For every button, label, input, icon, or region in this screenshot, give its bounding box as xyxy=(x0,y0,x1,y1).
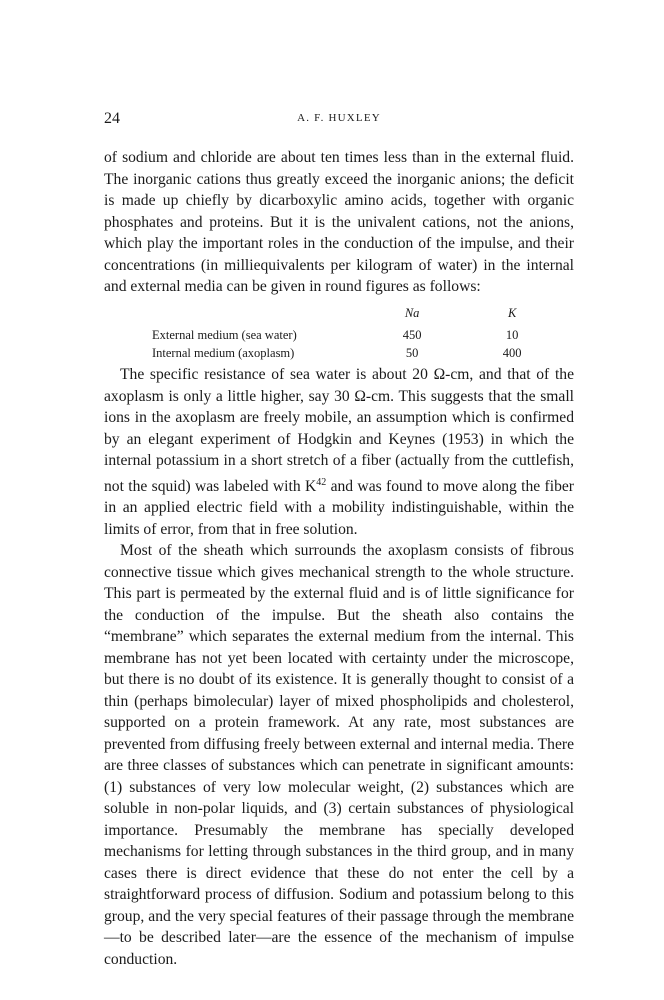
table-cell-k: 10 xyxy=(505,327,519,342)
table-header-k: K xyxy=(508,305,517,320)
table-cell-na: 50 xyxy=(405,345,419,360)
body-continuation xyxy=(104,364,574,970)
paragraph-2 xyxy=(104,364,574,540)
paragraph-2-text-a: The specific resistance of sea water is about 20 Ω-cm, and that of the axoplasm is only a little higher, say 30 Ω-cm. This suggests that the small ions in the axoplasm are freely mobile, an assumption which is confirmed by an elegant experiment of Hodgkin and Keynes (1953) in which the internal potassium in a short stretch of a fiber (actually from the cuttlefish, not the squid) was labeled with K xyxy=(104,366,574,495)
paragraph-2-text-b: and was found to move along the fiber in an applied electric field with a mobility indistinguishable, within the limits of error, from that in free solution. xyxy=(104,477,574,538)
paragraph-1-text: of sodium and chloride are about ten times less than in the external fluid. The inorganic cations thus greatly exceed the inorganic anions; the deficit is made up chiefly by dicarboxylic amino acids, together with organic phosphates and proteins. But it is the univalent cations, not the anions, which play the important roles in the conduction of the impulse, and their concentrations (in milliequivalents per kilogram of water) in the internal and external media can be given in round figures as follows: xyxy=(104,149,574,295)
table-row-label: Internal medium (axoplasm) xyxy=(152,345,295,360)
paragraph-3: Most of the sheath which surrounds the axoplasm consists of fibrous connective tissue which gives mechanical strength to the whole structure. This part is permeated by the external fluid and is of little significance for the conduction of the impulse. But the sheath also contains the “membrane” which separates the external medium from the internal. This membrane has not yet been located with certainty under the microscope, but there is no doubt of its existence. It is generally thought to consist of a thin (perhaps bimolecular) layer of mixed phospholipids and cholesterol, supported on a protein framework. At any rate, most substances are prevented from diffusing freely between external and internal media. There are three classes of substances which can penetrate in significant amounts: (1) substances of very low molecular weight, (2) substances which are soluble in non-polar liquids, and (3) certain substances of physiological importance. Presumably the membrane has specially developed mechanisms for letting through substances in the third group, and in many cases there is direct evidence that these do not enter the cell by a straightforward process of diffusion. Sodium and potassium belong to this group, and the very special features of their passage through the membrane—to be described later—are the essence of the mechanism of impulse conduction. xyxy=(104,542,574,968)
ion-concentration-table xyxy=(104,304,574,362)
table-row-label: External medium (sea water) xyxy=(152,327,297,342)
table-row xyxy=(152,326,574,344)
isotope-superscript: 42 xyxy=(316,476,327,488)
table-row xyxy=(152,344,574,362)
table-header-row xyxy=(152,304,574,326)
table-cell-k: 400 xyxy=(502,345,522,360)
table-header-na: Na xyxy=(404,305,420,320)
ion-table xyxy=(152,304,574,362)
page-header xyxy=(104,110,574,130)
page-number: 24 xyxy=(104,110,120,127)
table-header-label xyxy=(152,304,374,326)
paragraph-1 xyxy=(104,147,574,298)
table-cell-na: 450 xyxy=(402,327,422,342)
running-head: A. F. HUXLEY xyxy=(297,112,381,124)
